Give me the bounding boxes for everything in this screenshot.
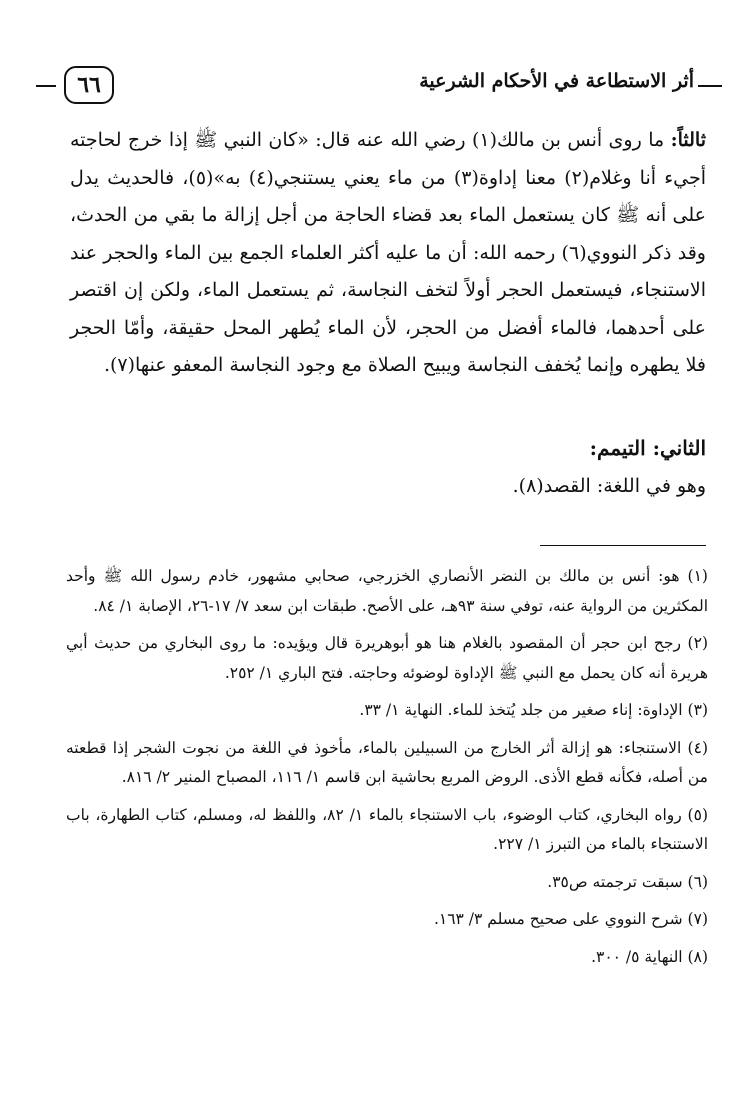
header-rule-right bbox=[698, 85, 722, 87]
footnote-number: (١) bbox=[687, 567, 708, 585]
footnote-number: (٢) bbox=[687, 634, 708, 652]
footnote bbox=[66, 734, 708, 793]
paragraph-text: ما روى أنس بن مالك(١) رضي الله عنه قال: «كان النبي ﷺ إذا خرج لحاجته أجيء أنا وغلام(٢) معنا إداوة(٣) من ماء يعني يستنجي(٤) به»(٥)، فالحديث يدل على أنه ﷺ كان يستعمل الماء بعد قضاء الحاجة من أجل إزالة ما بقي من الحدث، وقد ذكر النووي(٦) رحمه الله: أن ما عليه أكثر العلماء الجمع بين الماء والحجر عند الاستنجاء، فيستعمل الحجر أولاً لتخف النجاسة، ثم يستعمل الماء، ولكن إن اقتصر على أحدهما، فالماء أفضل من الحجر، لأن الماء يُطهر المحل حقيقة، وأمّا الحجر فلا يطهره وإنما يُخفف النجاسة ويبيح الصلاة مع وجود النجاسة المعفو عنها(٧). bbox=[70, 129, 706, 376]
page-header bbox=[36, 66, 722, 106]
footnote-number: (٦) bbox=[687, 872, 708, 891]
footnote-divider bbox=[540, 545, 706, 546]
footnote-text: الإداوة: إناء صغير من جلد يُتخذ للماء. النهاية ١/ ٣٣. bbox=[359, 701, 683, 719]
footnote bbox=[66, 562, 708, 621]
footnote-number: (٧) bbox=[687, 910, 708, 928]
footnote-number: (٥) bbox=[687, 805, 708, 824]
footnote-number: (٨) bbox=[687, 947, 708, 966]
header-rule-left bbox=[36, 85, 56, 87]
footnote-number: (٤) bbox=[687, 738, 708, 757]
footnote-text: سبقت ترجمته ص٣٥. bbox=[547, 872, 683, 891]
footnote-text: رواه البخاري، كتاب الوضوء، باب الاستنجاء بالماء ١/ ٨٢، واللفظ له، ومسلم، كتاب الطهارة، باب الاستنجاء بالماء من التبرز ١/ ٢٢٧. bbox=[66, 805, 708, 853]
footnote-text: هو: أنس بن مالك بن النضر الأنصاري الخزرجي، صحابي مشهور، خادم رسول الله ﷺ وأحد المكثرين من الرواية عنه، توفي سنة ٩٣هـ، على الأصح. طبقات ابن سعد ٧/ ١٧-٢٦، الإصابة ١/ ٨٤. bbox=[66, 567, 708, 615]
page-number: ٦٦ bbox=[64, 66, 114, 104]
footnote-number: (٣) bbox=[687, 701, 708, 719]
section-heading: الثاني: التيمم: bbox=[589, 436, 706, 460]
footnote bbox=[66, 629, 708, 688]
footnote bbox=[66, 801, 708, 860]
main-paragraph bbox=[70, 122, 706, 385]
footnote bbox=[66, 696, 708, 726]
footnote bbox=[66, 905, 708, 935]
running-title: أثر الاستطاعة في الأحكام الشرعية bbox=[419, 70, 694, 92]
section-definition: وهو في اللغة: القصد(٨). bbox=[512, 475, 706, 497]
footnote bbox=[66, 868, 708, 898]
footnote-text: الاستنجاء: هو إزالة أثر الخارج من السبيلين بالماء، مأخوذ في اللغة من نجوت الشجر إذا قطعته من أصله، فكأنه قطع الأذى. الروض المربع بحاشية ابن قاسم ١/ ١١٦، المصباح المنير ٢/ ٨١٦. bbox=[66, 738, 708, 786]
footnote-text: النهاية ٥/ ٣٠٠. bbox=[591, 947, 683, 966]
paragraph-lead: ثالثاً: bbox=[670, 129, 706, 151]
footnote bbox=[66, 943, 708, 973]
footnote-text: شرح النووي على صحيح مسلم ٣/ ١٦٣. bbox=[433, 910, 683, 928]
footnote-text: رجح ابن حجر أن المقصود بالغلام هنا هو أبوهريرة قال ويؤيده: ما روى البخاري من حديث أبي هريرة أنه كان يحمل مع النبي ﷺ الإداوة لوضوئه وحاجته. فتح الباري ١/ ٢٥٢. bbox=[66, 634, 708, 682]
footnotes bbox=[66, 562, 708, 980]
